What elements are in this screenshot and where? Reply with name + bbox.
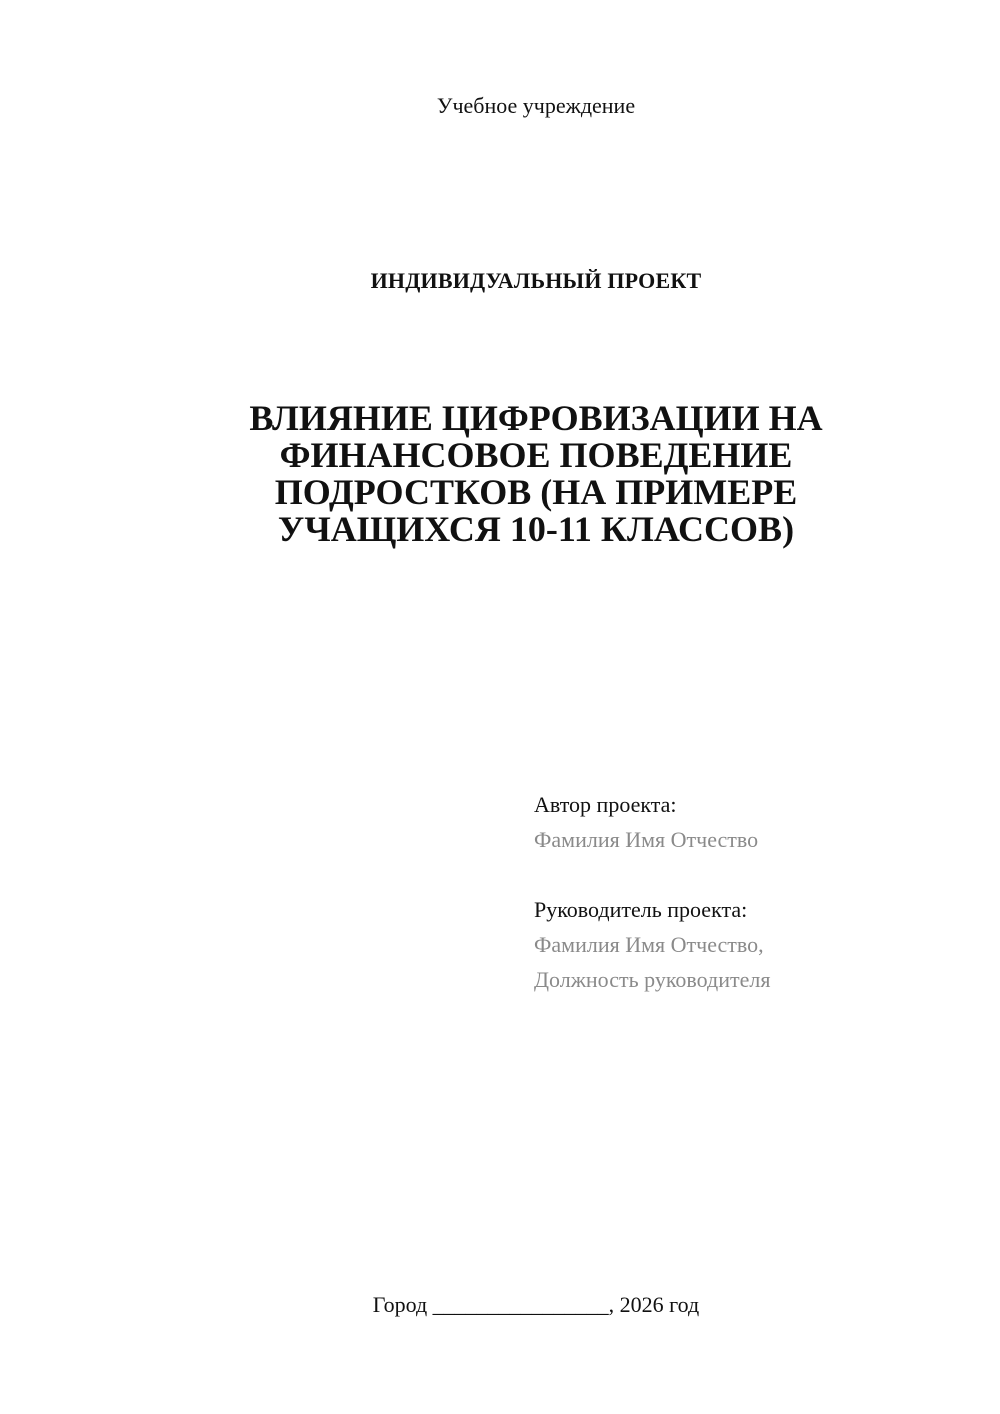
title-line-2: ФИНАНСОВОЕ ПОВЕДЕНИЕ [279,435,793,475]
project-title [0,400,1000,548]
city-year-line: Город ________________, 2026 год [372,1292,700,1317]
title-line-4: УЧАЩИХСЯ 10-11 КЛАССОВ) [277,509,795,549]
title-line-1: ВЛИЯНИЕ ЦИФРОВИЗАЦИИ НА [249,398,823,438]
title-line-3: ПОДРОСТКОВ (НА ПРИМЕРЕ [274,472,798,512]
author-name-placeholder: Фамилия Имя Отчество [534,827,759,852]
supervisor-label: Руководитель проекта: [534,897,748,922]
supervisor-name-placeholder: Фамилия Имя Отчество, [534,932,764,957]
institution-name: Учебное учреждение [436,93,636,118]
author-label: Автор проекта: [534,792,677,817]
author-block [534,787,964,857]
supervisor-position-placeholder: Должность руководителя [534,967,771,992]
project-type-heading: ИНДИВИДУАЛЬНЫЙ ПРОЕКТ [370,268,702,293]
supervisor-block [534,892,964,997]
